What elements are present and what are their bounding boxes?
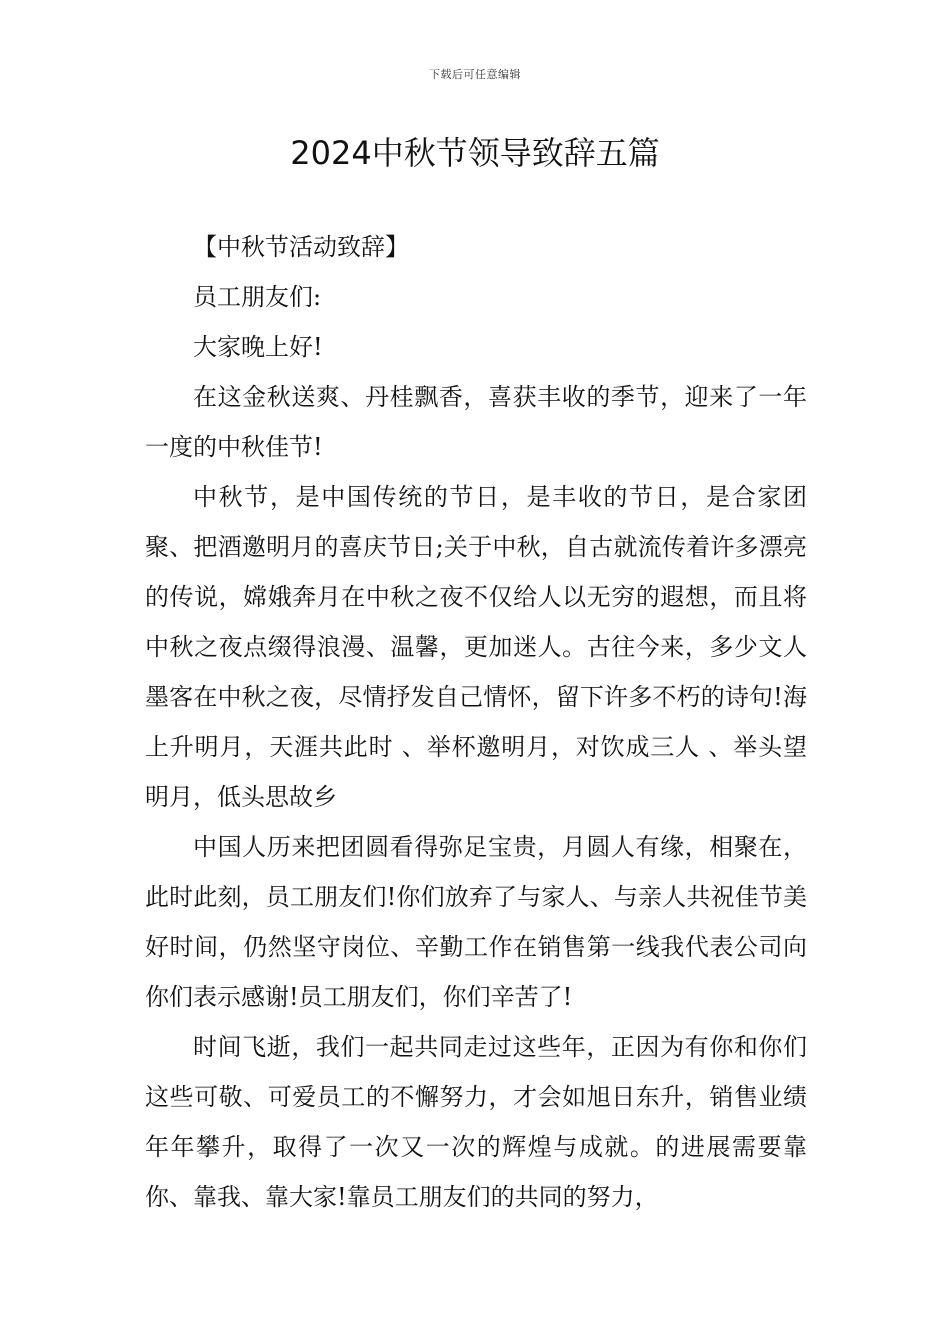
- paragraph: 中国人历来把团圆看得弥足宝贵，月圆人有缘，相聚在，此时此刻，员工朋友们!你们放弃了与家人、与亲人共祝佳节美好时间，仍然坚守岗位、辛勤工作在销售第一线我代表公司向你们表示感谢!员工朋友们，你们辛苦了!: [145, 833, 807, 1011]
- section-heading: 【中秋节活动致辞】: [193, 233, 409, 261]
- salutation: 员工朋友们:: [193, 283, 322, 311]
- paragraph: 时间飞逝，我们一起共同走过这些年，正因为有你和你们这些可敬、可爱员工的不懈努力，才会如旭日东升，销售业绩年年攀升，取得了一次又一次的辉煌与成就。的进展需要靠你、靠我、靠大家!靠员工朋友们的共同的努力，: [145, 1033, 807, 1211]
- header-note: 下载后可任意编辑: [429, 68, 521, 81]
- document-body: [145, 222, 807, 1222]
- paragraph: 中秋节，是中国传统的节日，是丰收的节日，是合家团聚、把酒邀明月的喜庆节日;关于中秋，自古就流传着许多漂亮的传说，嫦娥奔月在中秋之夜不仅给人以无穷的遐想，而且将中秋之夜点缀得浪漫、温馨，更加迷人。古往今来，多少文人墨客在中秋之夜，尽情抒发自己情怀，留下许多不朽的诗句!海上升明月，天涯共此时 、举杯邀明月，对饮成三人 、举头望明月，低头思故乡: [145, 483, 807, 811]
- document-title: 2024中秋节领导致辞五篇: [290, 134, 660, 172]
- greeting: 大家晚上好!: [193, 333, 323, 361]
- paragraph: 在这金秋送爽、丹桂飘香，喜获丰收的季节，迎来了一年一度的中秋佳节!: [145, 383, 807, 461]
